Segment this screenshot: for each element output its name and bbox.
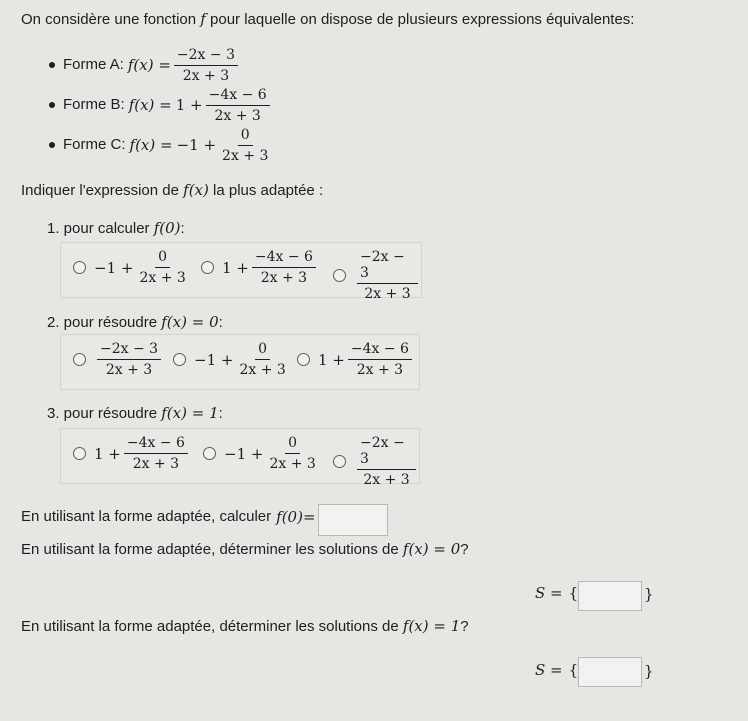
option-numerator: −4x − 6 bbox=[348, 341, 412, 360]
radio-button[interactable] bbox=[173, 353, 186, 366]
bullet-icon bbox=[49, 102, 55, 108]
q2-option-form-a[interactable] bbox=[73, 341, 164, 378]
solve0-close-brace: } bbox=[644, 585, 654, 603]
form-a-numerator: −2x − 3 bbox=[174, 47, 238, 66]
form-c-fraction bbox=[219, 127, 271, 164]
question-1-math: f(0) bbox=[153, 219, 181, 237]
intro-function-symbol: f bbox=[200, 10, 206, 28]
question-2-options bbox=[60, 334, 420, 390]
form-c-numerator: 0 bbox=[238, 127, 253, 146]
solve0-math: f(x) = 0 bbox=[402, 540, 461, 558]
form-b-prefix: 1 + bbox=[175, 96, 203, 114]
question-3-math: f(x) = 1 bbox=[161, 404, 219, 422]
question-1-label bbox=[47, 219, 185, 238]
instruction-text: Indiquer l'expression de bbox=[21, 182, 179, 199]
compute-text: En utilisant la forme adaptée, calculer bbox=[21, 508, 272, 525]
option-prefix: −1 + bbox=[194, 350, 234, 369]
solve0-set bbox=[535, 584, 578, 602]
compute-math: f(0) bbox=[276, 508, 303, 526]
solve0-open-brace: { bbox=[568, 584, 579, 602]
form-c-label: Forme C: bbox=[63, 136, 126, 153]
q3-option-form-b[interactable] bbox=[73, 435, 191, 472]
option-numerator: −2x − 3 bbox=[357, 435, 416, 470]
solve0-set-label: S = bbox=[535, 584, 563, 602]
form-b-lhs: f(x) = bbox=[128, 96, 172, 114]
question-3-text: 3. pour résoudre bbox=[47, 405, 158, 422]
solve1-text: En utilisant la forme adaptée, déterminer les solutions de bbox=[21, 618, 399, 635]
option-prefix: −1 + bbox=[224, 444, 264, 463]
intro-text: On considère une fonction bbox=[21, 11, 197, 28]
form-a-fraction bbox=[174, 47, 238, 84]
option-fraction bbox=[348, 341, 412, 378]
radio-button[interactable] bbox=[73, 447, 86, 460]
option-fraction bbox=[124, 435, 188, 472]
question-1-suffix: : bbox=[180, 220, 185, 237]
radio-button[interactable] bbox=[333, 269, 346, 282]
radio-button[interactable] bbox=[73, 261, 86, 274]
form-a-denominator: 2x + 3 bbox=[182, 67, 230, 84]
option-denominator: 2x + 3 bbox=[239, 362, 286, 378]
option-fraction bbox=[97, 341, 161, 378]
option-fraction bbox=[136, 249, 188, 286]
question-2-label bbox=[47, 313, 223, 332]
form-c-prefix: −1 + bbox=[176, 136, 217, 154]
intro-line bbox=[21, 10, 634, 29]
solve1-answer-input[interactable] bbox=[578, 657, 642, 687]
solve1-question-mark: ? bbox=[460, 618, 469, 635]
solve1-close-brace: } bbox=[644, 662, 654, 680]
q2-option-form-b[interactable] bbox=[297, 341, 415, 378]
instruction bbox=[21, 181, 323, 200]
option-numerator: −2x − 3 bbox=[357, 249, 418, 284]
q3-option-form-a[interactable] bbox=[333, 435, 419, 488]
form-b-fraction bbox=[206, 87, 270, 124]
radio-button[interactable] bbox=[203, 447, 216, 460]
form-b-label: Forme B: bbox=[63, 96, 125, 113]
form-c bbox=[49, 126, 274, 164]
option-numerator: 0 bbox=[255, 341, 270, 360]
option-numerator: −2x − 3 bbox=[97, 341, 161, 360]
radio-button[interactable] bbox=[333, 455, 346, 468]
bullet-icon bbox=[49, 142, 55, 148]
solve1-set bbox=[535, 661, 578, 679]
option-denominator: 2x + 3 bbox=[356, 362, 404, 378]
option-numerator: −4x − 6 bbox=[252, 249, 316, 268]
option-prefix: 1 + bbox=[318, 350, 345, 369]
q1-option-form-c[interactable] bbox=[73, 249, 192, 286]
instruction-math: f(x) bbox=[183, 181, 209, 199]
q3-option-form-c[interactable] bbox=[203, 435, 322, 472]
solve0-question-mark: ? bbox=[460, 541, 469, 558]
form-a-label: Forme A: bbox=[63, 56, 124, 73]
option-denominator: 2x + 3 bbox=[132, 456, 180, 472]
form-c-lhs: f(x) = bbox=[129, 136, 173, 154]
option-prefix: 1 + bbox=[222, 258, 249, 277]
option-fraction bbox=[357, 435, 416, 488]
question-3-label bbox=[47, 404, 223, 423]
solve1-set-label: S = bbox=[535, 661, 563, 679]
solve1-line bbox=[21, 617, 469, 636]
option-fraction bbox=[236, 341, 288, 378]
question-2-suffix: : bbox=[218, 314, 223, 331]
intro-text-rest: pour laquelle on dispose de plusieurs expressions équivalentes: bbox=[210, 11, 635, 28]
option-fraction bbox=[266, 435, 318, 472]
f0-answer-input[interactable] bbox=[318, 504, 388, 536]
solve0-answer-input[interactable] bbox=[578, 581, 642, 611]
solve0-text: En utilisant la forme adaptée, déterminer les solutions de bbox=[21, 541, 399, 558]
q2-option-form-c[interactable] bbox=[173, 341, 292, 378]
form-b bbox=[49, 86, 273, 124]
solve1-open-brace: { bbox=[568, 661, 579, 679]
option-denominator: 2x + 3 bbox=[105, 362, 153, 378]
question-1-text: 1. pour calculer bbox=[47, 220, 150, 237]
option-denominator: 2x + 3 bbox=[364, 286, 411, 302]
option-fraction bbox=[357, 249, 418, 302]
form-a bbox=[49, 46, 241, 84]
q1-option-form-a[interactable] bbox=[333, 249, 421, 302]
compute-equals: = bbox=[302, 508, 316, 526]
option-prefix: −1 + bbox=[94, 258, 134, 277]
solve1-math: f(x) = 1 bbox=[402, 617, 461, 635]
option-numerator: 0 bbox=[285, 435, 300, 454]
question-1-options bbox=[60, 242, 422, 302]
form-b-denominator: 2x + 3 bbox=[214, 107, 261, 124]
option-fraction bbox=[252, 249, 316, 286]
question-3-suffix: : bbox=[218, 405, 223, 422]
option-denominator: 2x + 3 bbox=[260, 270, 308, 286]
option-numerator: 0 bbox=[155, 249, 170, 268]
radio-button[interactable] bbox=[297, 353, 310, 366]
option-denominator: 2x + 3 bbox=[139, 270, 186, 286]
form-a-lhs: f(x) = bbox=[127, 56, 171, 74]
option-denominator: 2x + 3 bbox=[363, 472, 410, 488]
option-denominator: 2x + 3 bbox=[269, 456, 316, 472]
option-numerator: −4x − 6 bbox=[124, 435, 188, 454]
form-c-denominator: 2x + 3 bbox=[222, 147, 269, 164]
radio-button[interactable] bbox=[73, 353, 86, 366]
question-2-text: 2. pour résoudre bbox=[47, 314, 158, 331]
instruction-rest: la plus adaptée : bbox=[213, 182, 324, 199]
compute-line bbox=[21, 508, 316, 526]
q1-option-form-b[interactable] bbox=[201, 249, 319, 286]
bullet-icon bbox=[49, 62, 55, 68]
radio-button[interactable] bbox=[201, 261, 214, 274]
question-2-math: f(x) = 0 bbox=[161, 313, 219, 331]
solve0-line bbox=[21, 540, 469, 559]
question-3-options bbox=[60, 428, 420, 488]
form-b-numerator: −4x − 6 bbox=[206, 87, 270, 106]
option-prefix: 1 + bbox=[94, 444, 121, 463]
